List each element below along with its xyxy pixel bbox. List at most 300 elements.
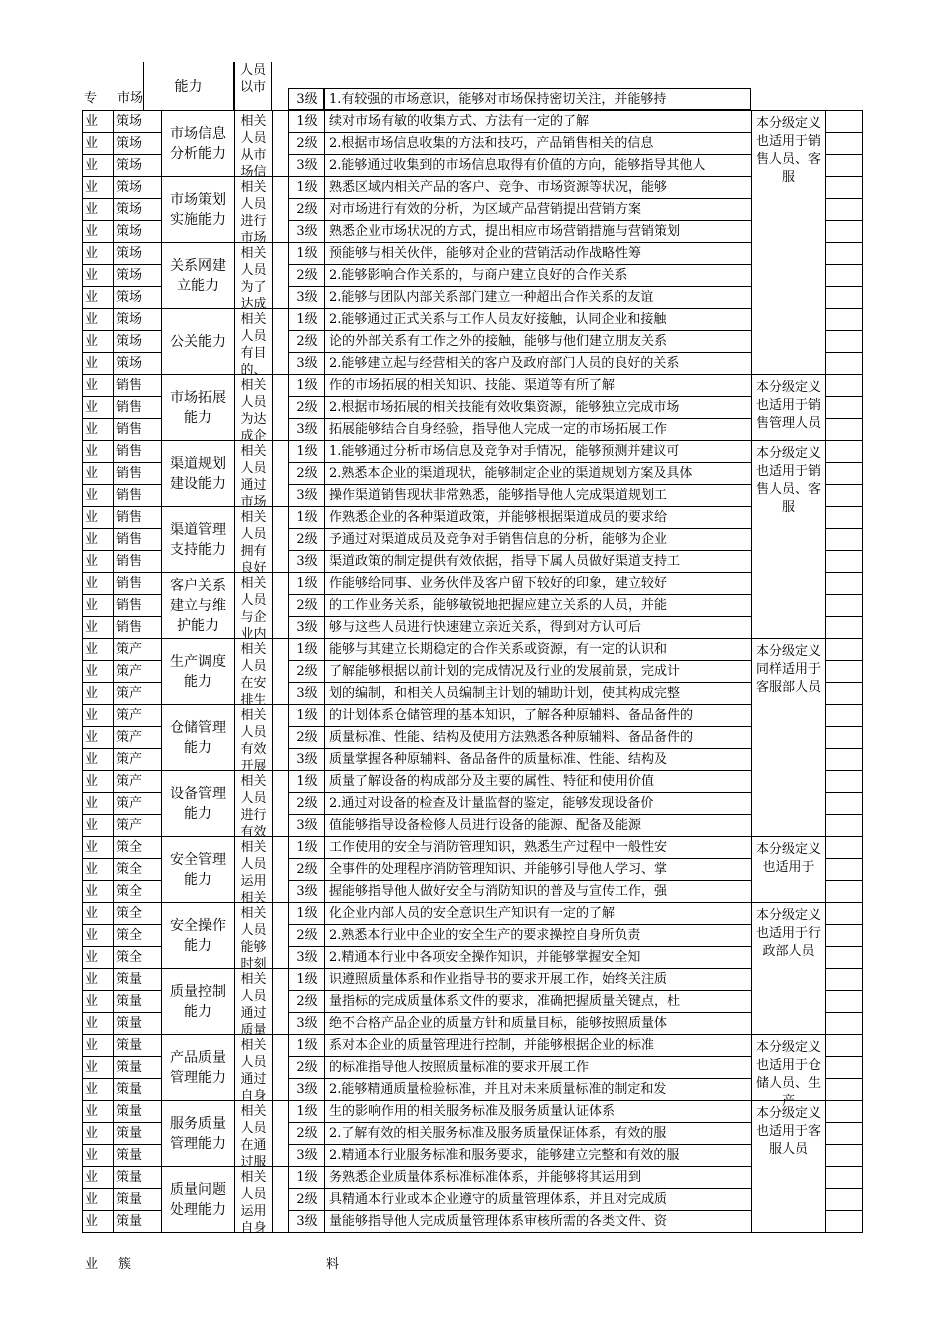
row-col1: 业	[85, 576, 99, 591]
blank-cell	[825, 220, 863, 243]
row-col2-cell	[113, 682, 162, 705]
level-description: 绝不合格产品企业的质量方针和质量目标，能够按照质量体	[329, 1016, 668, 1031]
row-col2: 策产	[116, 664, 143, 679]
row-col1-cell	[82, 528, 114, 551]
competency-name-cell	[161, 1100, 235, 1167]
definition-line: 相关	[240, 114, 267, 129]
row-col2: 策场	[116, 334, 143, 349]
row-col2: 策全	[116, 928, 143, 943]
level-label: 3级	[296, 422, 318, 437]
row-col2-cell	[113, 1144, 162, 1167]
level-description-cell	[324, 1210, 752, 1233]
level-description: 全事件的处理程序消防管理知识、并能够引导他人学习、掌	[329, 862, 668, 877]
level-description-cell	[324, 1100, 752, 1123]
definition-line: 相关	[240, 444, 267, 459]
blank-cell	[825, 682, 863, 705]
level-description: 值能够指导设备检修人员进行设备的能源、配备及能源	[329, 818, 642, 833]
row-col2-cell	[113, 1166, 162, 1189]
row-col1-cell	[82, 440, 114, 463]
level-description: 的标准指导他人按照质量标准的要求开展工作	[329, 1060, 590, 1075]
level-description: 生的影响作用的相关服务标准及服务质量认证体系	[329, 1104, 616, 1119]
level-description-cell	[324, 132, 752, 155]
top-ability-label: 能力	[174, 79, 203, 95]
level-description: 对市场进行有效的分析，为区域产品营销提出营销方案	[329, 202, 642, 217]
row-col1: 业	[85, 246, 99, 261]
row-col1-cell	[82, 594, 114, 617]
definition-line: 的、	[240, 363, 267, 378]
blank-cell	[825, 1210, 863, 1233]
level-description-cell	[324, 528, 752, 551]
row-col2: 策量	[116, 1148, 143, 1163]
blank-cell	[825, 176, 863, 199]
competency-definition-cell	[234, 836, 273, 906]
definition-line: 人员	[240, 989, 267, 1004]
level-description: 化企业内部人员的安全意识生产知识有一定的了解	[329, 906, 616, 921]
row-col2: 策量	[116, 1104, 143, 1119]
competency-name: 仓储管理能力	[170, 719, 226, 756]
level-description: 予通过对渠道成员及竞争对手销售信息的分析，能够为企业	[329, 532, 668, 547]
blank-cell	[825, 1100, 863, 1123]
row-col1-cell	[82, 1078, 114, 1101]
definition-line: 人员	[240, 593, 267, 608]
definition-line: 为了	[240, 280, 267, 295]
row-col1-cell	[82, 704, 114, 727]
row-col2-cell	[113, 176, 162, 199]
competency-name: 质量控制能力	[170, 983, 226, 1020]
applicability-note: 本分级定义也适用于客服人员	[755, 1106, 821, 1157]
definition-line: 人员	[240, 461, 267, 476]
row-col1: 业	[85, 268, 99, 283]
competency-definition-cell	[234, 110, 273, 180]
level-description-cell	[324, 748, 752, 771]
level-description: 2.能够影响合作关系的，与商户建立良好的合作关系	[329, 268, 628, 283]
row-col2: 策全	[116, 950, 143, 965]
row-col2: 策场	[116, 356, 143, 371]
level-label: 1级	[296, 840, 318, 855]
competency-name: 设备管理能力	[170, 785, 226, 822]
level-cell	[288, 396, 325, 419]
definition-line: 市场	[240, 231, 267, 246]
row-col1-cell	[82, 660, 114, 683]
level-label: 2级	[296, 994, 318, 1009]
level-label: 3级	[296, 884, 318, 899]
spacer-cell	[272, 836, 289, 903]
spacer-cell	[272, 770, 289, 837]
row-col1: 业	[85, 774, 99, 789]
row-col1-cell	[82, 330, 114, 353]
row-col2-cell	[113, 220, 162, 243]
blank-cell	[825, 858, 863, 881]
row-col2-cell	[113, 814, 162, 837]
level-description-cell	[324, 462, 752, 485]
level-description: 划的编制，和相关人员编制主计划的辅助计划，使其构成完整	[329, 686, 681, 701]
row-col2: 策产	[116, 796, 143, 811]
row-col1-cell	[82, 1056, 114, 1079]
row-col2-cell	[113, 550, 162, 573]
row-col1: 业	[85, 840, 99, 855]
row-col1: 业	[85, 1038, 99, 1053]
row-col1-cell	[82, 638, 114, 661]
competency-name-cell	[161, 176, 235, 243]
row-col2-cell	[113, 968, 162, 991]
definition-line: 开展	[240, 759, 267, 774]
blank-cell	[825, 660, 863, 683]
competency-definition-cell	[234, 176, 273, 246]
definition-line: 相关	[240, 972, 267, 987]
level-label: 3级	[296, 950, 318, 965]
definition-line: 在安	[240, 676, 267, 691]
level-cell	[288, 858, 325, 881]
definition-line: 通过	[240, 1006, 267, 1021]
level-cell	[288, 220, 325, 243]
row-col1-cell	[82, 748, 114, 771]
level-label: 2级	[296, 334, 318, 349]
row-col1: 专	[84, 91, 98, 106]
definition-line: 与企	[240, 610, 267, 625]
definition-line: 有效	[240, 825, 267, 840]
definition-line: 人员	[240, 725, 267, 740]
level-label: 1级	[296, 642, 318, 657]
blank-cell	[825, 594, 863, 617]
definition-line: 相关	[240, 312, 267, 327]
level-description-cell	[324, 814, 752, 837]
row-col2: 策产	[116, 686, 143, 701]
definition-line: 人员	[240, 923, 267, 938]
row-col1-cell	[82, 946, 114, 969]
level-cell	[288, 594, 325, 617]
level-label: 3级	[296, 818, 318, 833]
row-col1-cell	[82, 968, 114, 991]
row-col2-cell	[113, 484, 162, 507]
level-description: 2.了解有效的相关服务标准及服务质量保证体系，有效的服	[329, 1126, 667, 1141]
level-description: 的工作业务关系，能够敏锐地把握应建立关系的人员，并能	[329, 598, 668, 613]
level-label: 1级	[296, 708, 318, 723]
row-col1-cell	[82, 792, 114, 815]
blank-cell	[825, 616, 863, 639]
top-level-cell	[288, 88, 324, 110]
applicability-note: 本分级定义也适用于销售管理人员	[755, 380, 821, 431]
spacer-cell	[272, 1100, 289, 1167]
row-col2-cell	[113, 110, 162, 133]
row-col2-cell	[113, 1078, 162, 1101]
level-description-cell	[324, 726, 752, 749]
level-label: 3级	[296, 290, 318, 305]
competency-name: 市场信息分析能力	[170, 125, 226, 162]
footer-row	[82, 1254, 482, 1276]
level-label: 1级	[296, 378, 318, 393]
definition-line: 相关	[240, 840, 267, 855]
row-col1: 业	[85, 554, 99, 569]
blank-cell	[825, 990, 863, 1013]
row-col1: 业	[85, 708, 99, 723]
row-col1-cell	[82, 484, 114, 507]
level-label: 2级	[296, 268, 318, 283]
spacer-cell	[272, 374, 289, 441]
definition-line: 场信	[240, 165, 267, 180]
level-description: 2.能够通过收集到的市场信息取得有价值的方向，能够指导其他人	[329, 158, 706, 173]
level-label: 2级	[296, 202, 318, 217]
row-col2: 策量	[116, 1060, 143, 1075]
row-col2-cell	[113, 770, 162, 793]
row-col1-cell	[82, 462, 114, 485]
row-col2: 策场	[116, 180, 143, 195]
level-label: 1级	[296, 114, 318, 129]
row-col1-cell	[82, 1166, 114, 1189]
row-col1-cell	[82, 154, 114, 177]
competency-name: 产品质量管理能力	[170, 1049, 226, 1086]
competency-definition-cell	[234, 242, 273, 312]
row-col1: 业	[85, 1214, 99, 1229]
competency-name-cell	[161, 968, 235, 1035]
level-description: 2.能够精通质量检验标准，并且对未来质量标准的制定和发	[329, 1082, 667, 1097]
level-description-cell	[324, 440, 752, 463]
definition-line: 自身	[240, 1089, 267, 1104]
level-description-cell	[324, 1012, 752, 1035]
blank-cell	[825, 836, 863, 859]
row-col1-cell	[82, 682, 114, 705]
row-col2-cell	[113, 198, 162, 221]
row-col2-cell	[113, 902, 162, 925]
level-label: 1级	[296, 312, 318, 327]
level-description-cell	[324, 924, 752, 947]
definition-line: 相关	[240, 1104, 267, 1119]
definition-line: 相关	[240, 1038, 267, 1053]
competency-name-cell	[161, 1034, 235, 1101]
level-description-cell	[324, 968, 752, 991]
competency-name: 渠道规划建设能力	[170, 455, 226, 492]
level-label: 3级	[296, 1082, 318, 1097]
applicability-note-cell	[751, 1100, 826, 1233]
level-description-cell	[324, 1034, 752, 1057]
definition-line: 相关	[240, 642, 267, 657]
level-cell	[288, 242, 325, 265]
definition-line: 人员	[240, 329, 267, 344]
level-label: 1级	[296, 906, 318, 921]
level-description-cell	[324, 264, 752, 287]
row-col1: 业	[85, 1060, 99, 1075]
competency-name-cell	[161, 242, 235, 309]
level-description-cell	[324, 374, 752, 397]
level-cell	[288, 1100, 325, 1123]
level-label: 2级	[296, 796, 318, 811]
blank-cell	[825, 748, 863, 771]
level-cell	[288, 110, 325, 133]
definition-line: 人员	[240, 1055, 267, 1070]
level-description-cell	[324, 242, 752, 265]
definition-line: 人员	[240, 791, 267, 806]
row-col1-cell	[82, 814, 114, 837]
row-col2: 销售	[116, 422, 143, 437]
level-description-cell	[324, 396, 752, 419]
level-label: 3级	[296, 1016, 318, 1031]
row-col2: 策产	[116, 730, 143, 745]
blank-cell	[825, 946, 863, 969]
level-description: 质量掌握各种原辅料、备品备件的质量标准、性能、结构及	[329, 752, 668, 767]
row-col1: 业	[85, 906, 99, 921]
competency-name: 安全管理能力	[170, 851, 226, 888]
level-description: 2.熟悉本行业中企业的安全生产的要求操控自身所负责	[329, 928, 641, 943]
row-col2-cell	[113, 132, 162, 155]
level-description-cell	[324, 506, 752, 529]
row-col1: 业	[85, 136, 99, 151]
row-col1-cell	[82, 902, 114, 925]
competency-name-cell	[161, 440, 235, 507]
row-col1: 业	[85, 202, 99, 217]
row-col2: 策量	[116, 972, 143, 987]
row-col2-cell	[113, 242, 162, 265]
spacer-cell	[272, 704, 289, 771]
level-cell	[288, 374, 325, 397]
competency-name: 渠道管理支持能力	[170, 521, 226, 558]
row-col2-cell	[113, 880, 162, 903]
row-col1-cell	[82, 1100, 114, 1123]
competency-name-cell	[161, 704, 235, 771]
row-col2-cell	[113, 594, 162, 617]
spacer-cell	[272, 440, 289, 507]
row-col1: 业	[85, 972, 99, 987]
level-description-cell	[324, 902, 752, 925]
competency-name-cell	[161, 836, 235, 903]
level-description: 论的外部关系有工作之外的接触，能够与他们建立朋友关系	[329, 334, 668, 349]
row-col2-cell	[113, 418, 162, 441]
blank-cell	[825, 1188, 863, 1211]
row-col2: 销售	[116, 510, 143, 525]
competency-definition-cell	[234, 440, 273, 510]
level-cell	[288, 968, 325, 991]
row-col2: 策量	[116, 1038, 143, 1053]
row-col1-cell	[82, 1034, 114, 1057]
row-col2: 策场	[116, 224, 143, 239]
row-col2-cell	[113, 1210, 162, 1233]
definition-line: 通过	[240, 1072, 267, 1087]
level-cell	[288, 616, 325, 639]
level-cell	[288, 440, 325, 463]
row-col2: 市场	[117, 91, 144, 106]
level-description: 能够与其建立长期稳定的合作关系或资源，有一定的认识和	[329, 642, 668, 657]
level-cell	[288, 704, 325, 727]
row-col1: 业	[85, 620, 99, 635]
row-col2: 策场	[116, 290, 143, 305]
row-col2-cell	[113, 924, 162, 947]
blank-cell	[825, 1012, 863, 1035]
competency-name: 生产调度能力	[170, 653, 226, 690]
level-cell	[288, 990, 325, 1013]
level-label: 2级	[296, 1060, 318, 1075]
level-description-cell	[324, 418, 752, 441]
row-col2: 策量	[116, 1126, 143, 1141]
row-col1-cell	[82, 374, 114, 397]
definition-line: 通过	[240, 478, 267, 493]
competency-definition-cell	[234, 1166, 273, 1236]
level-label: 1级	[296, 510, 318, 525]
level-cell	[288, 528, 325, 551]
row-col1: 业	[85, 884, 99, 899]
row-col2-cell	[113, 506, 162, 529]
definition-line: 相关	[240, 891, 267, 906]
level-cell	[288, 770, 325, 793]
competency-name-cell	[161, 506, 235, 573]
row-col2-cell	[113, 462, 162, 485]
row-col2: 策场	[116, 158, 143, 173]
definition-line: 自身	[240, 1221, 267, 1236]
competency-definition-cell	[234, 704, 273, 774]
level-label: 3级	[296, 158, 318, 173]
definition-line: 达成	[240, 297, 267, 312]
level-description-cell	[324, 330, 752, 353]
row-col2: 策量	[116, 1016, 143, 1031]
competency-definition-cell	[234, 374, 273, 444]
row-col1: 业	[85, 664, 99, 679]
top-desc-text-cell	[324, 88, 751, 110]
definition-line: 相关	[240, 246, 267, 261]
level-cell	[288, 1034, 325, 1057]
definition-line: 人员	[240, 131, 267, 146]
row-col1-cell	[82, 1210, 114, 1233]
level-cell	[288, 198, 325, 221]
level-description-cell	[324, 836, 752, 859]
blank-cell	[825, 880, 863, 903]
level-cell	[288, 484, 325, 507]
level-description: 2.能够与团队内部关系部门建立一种超出合作关系的友谊	[329, 290, 654, 305]
level-cell	[288, 462, 325, 485]
row-col1-cell	[82, 924, 114, 947]
level-cell	[288, 814, 325, 837]
level-label: 2级	[296, 664, 318, 679]
competency-name: 关系网建立能力	[170, 257, 226, 294]
row-col2: 策产	[116, 818, 143, 833]
row-col2: 策场	[116, 136, 143, 151]
applicability-note: 本分级定义也适用于	[755, 842, 821, 875]
level-description-cell	[324, 308, 752, 331]
definition-line: 过服	[240, 1155, 267, 1170]
top-desc-line: 以市	[239, 80, 266, 95]
applicability-note: 本分级定义也适用于仓储人员、生产	[755, 1040, 821, 1109]
blank-cell	[825, 440, 863, 463]
blank-cell	[825, 770, 863, 793]
row-col2: 销售	[116, 466, 143, 481]
level-description: 2.根据市场拓展的相关技能有效收集资源，能够独立完成市场	[329, 400, 680, 415]
competency-name: 质量问题处理能力	[170, 1181, 226, 1218]
blank-cell	[825, 132, 863, 155]
row-col1-cell	[82, 220, 114, 243]
level-description: 量能够指导他人完成质量管理体系审核所需的各类文件、资	[329, 1214, 668, 1229]
definition-line: 人员	[240, 1187, 267, 1202]
level-cell	[288, 902, 325, 925]
definition-line: 良好	[240, 561, 267, 576]
definition-line: 人员	[240, 659, 267, 674]
level-description-cell	[324, 572, 752, 595]
level-cell	[288, 550, 325, 573]
definition-line: 人员	[240, 857, 267, 872]
row-col2-cell	[113, 726, 162, 749]
row-col1: 业	[85, 752, 99, 767]
row-col1: 业	[85, 378, 99, 393]
level-description: 识遵照质量体系和作业指导书的要求开展工作，始终关注质	[329, 972, 668, 987]
row-col1: 业	[85, 444, 99, 459]
top-desc-line: 人员	[239, 63, 266, 78]
spacer-cell	[272, 902, 289, 969]
level-label: 1级	[296, 246, 318, 261]
level-label: 1级	[296, 444, 318, 459]
row-col1-cell	[82, 242, 114, 265]
level-description-cell	[324, 550, 752, 573]
level-description: 2.精通本行业服务标准和服务要求，能够建立完整和有效的服	[329, 1148, 680, 1163]
level-description-cell	[324, 946, 752, 969]
level-description: 的计划体系仓储管理的基本知识，了解各种原辅料、备品备件的	[329, 708, 694, 723]
level-cell	[288, 132, 325, 155]
row-col2: 策量	[116, 1192, 143, 1207]
definition-line: 相关	[240, 1170, 267, 1185]
